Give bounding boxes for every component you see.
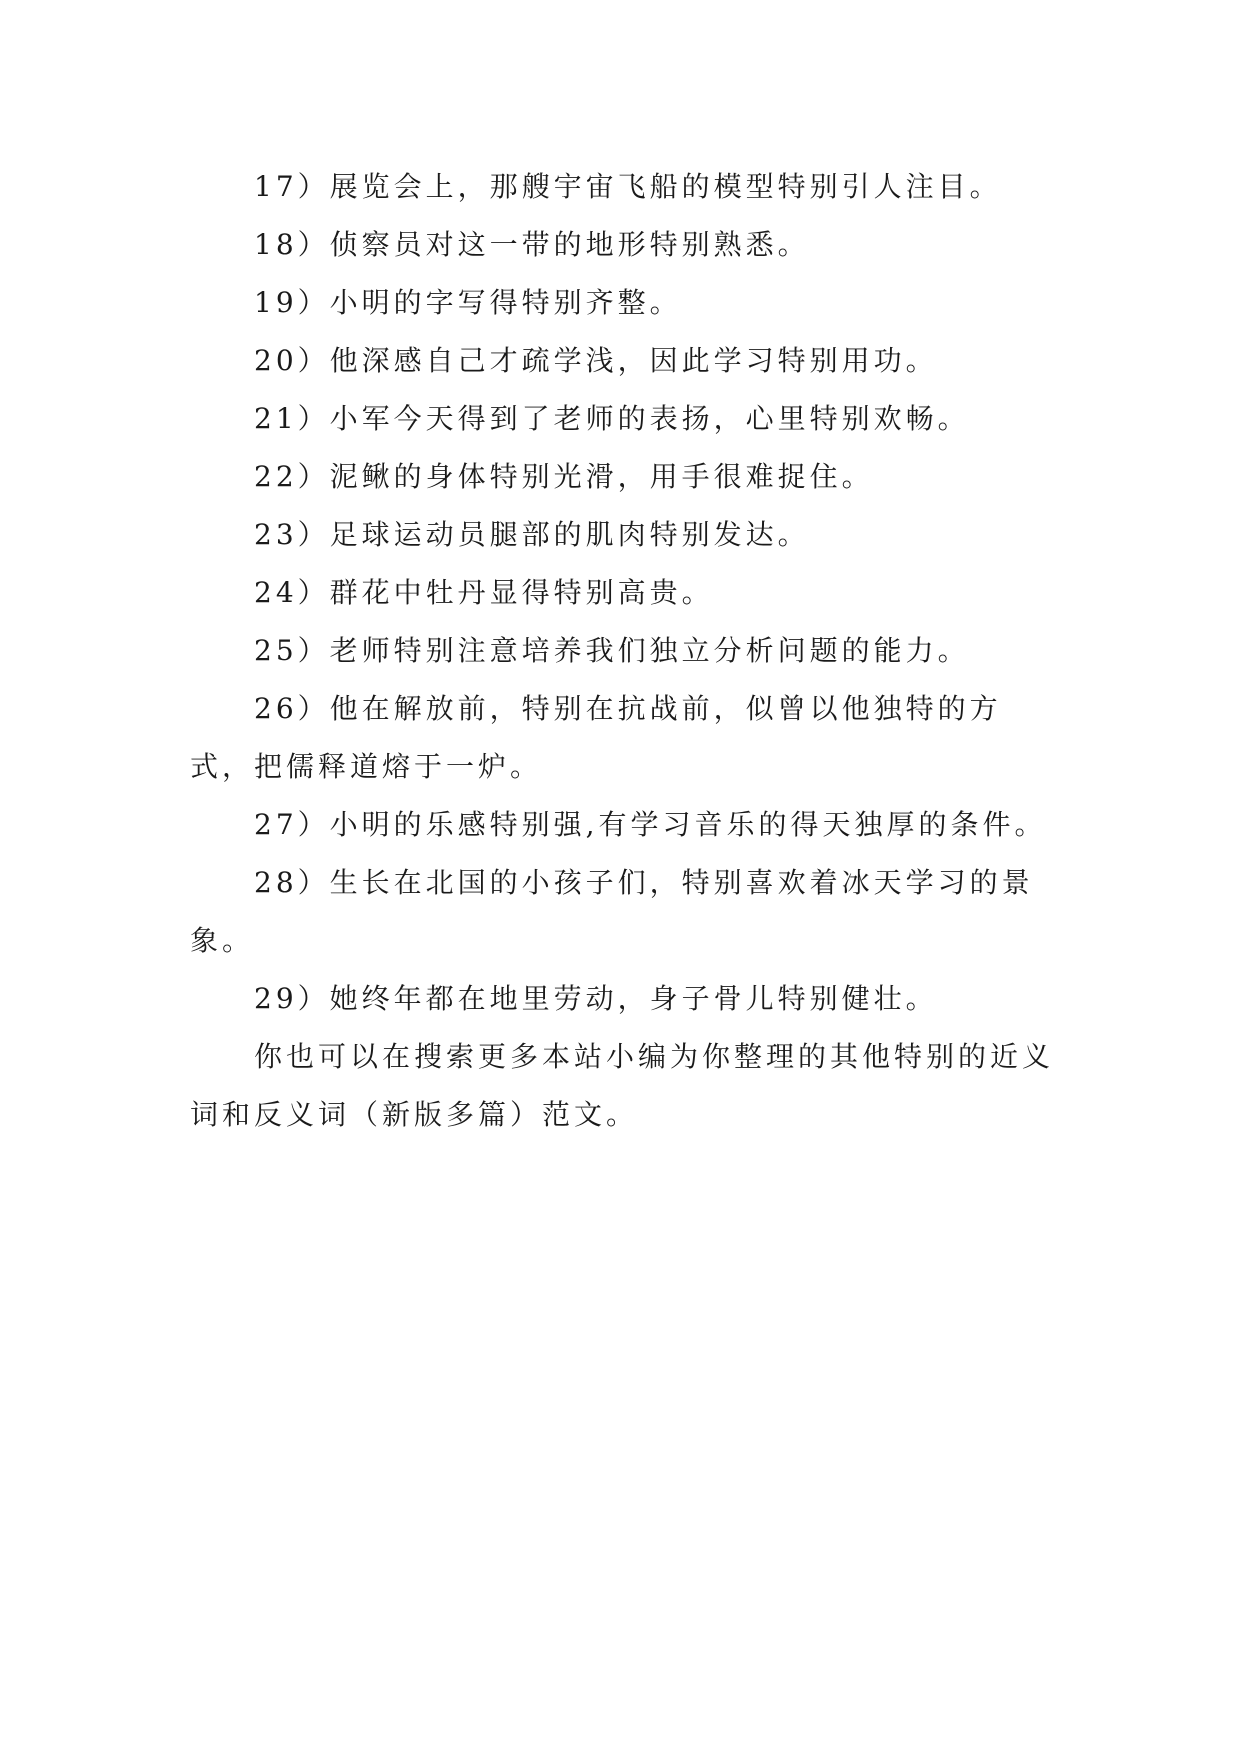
paragraph-22: 22）泥鳅的身体特别光滑，用手很难捉住。 bbox=[254, 460, 874, 493]
paragraph-20: 20）他深感自己才疏学浅，因此学习特别用功。 bbox=[254, 344, 938, 377]
closing-paragraph: 你也可以在搜索更多本站小编为你整理的其他特别的近义词和反义词（新版多篇）范文。 bbox=[190, 1040, 1055, 1131]
document-body bbox=[190, 158, 1058, 1144]
paragraph-23: 23）足球运动员腿部的肌肉特别发达。 bbox=[254, 518, 810, 551]
paragraph-26: 26）他在解放前，特别在抗战前，似曾以他独特的方式，把儒释道熔于一炉。 bbox=[190, 692, 1002, 783]
paragraph-18: 18）侦察员对这一带的地形特别熟悉。 bbox=[254, 228, 810, 261]
paragraph-17: 17）展览会上，那艘宇宙飞船的模型特别引人注目。 bbox=[254, 170, 1002, 203]
paragraph-29: 29）她终年都在地里劳动，身子骨儿特别健壮。 bbox=[254, 982, 938, 1015]
paragraph-19: 19）小明的字写得特别齐整。 bbox=[254, 286, 682, 319]
paragraph-28: 28）生长在北国的小孩子们，特别喜欢着冰天学习的景象。 bbox=[190, 866, 1034, 957]
paragraph-25: 25）老师特别注意培养我们独立分析问题的能力。 bbox=[254, 634, 970, 667]
paragraph-24: 24）群花中牡丹显得特别高贵。 bbox=[254, 576, 714, 609]
paragraph-21: 21）小军今天得到了老师的表扬，心里特别欢畅。 bbox=[254, 402, 970, 435]
paragraph-27: 27）小明的乐感特别强,有学习音乐的得天独厚的条件。 bbox=[254, 808, 1047, 841]
